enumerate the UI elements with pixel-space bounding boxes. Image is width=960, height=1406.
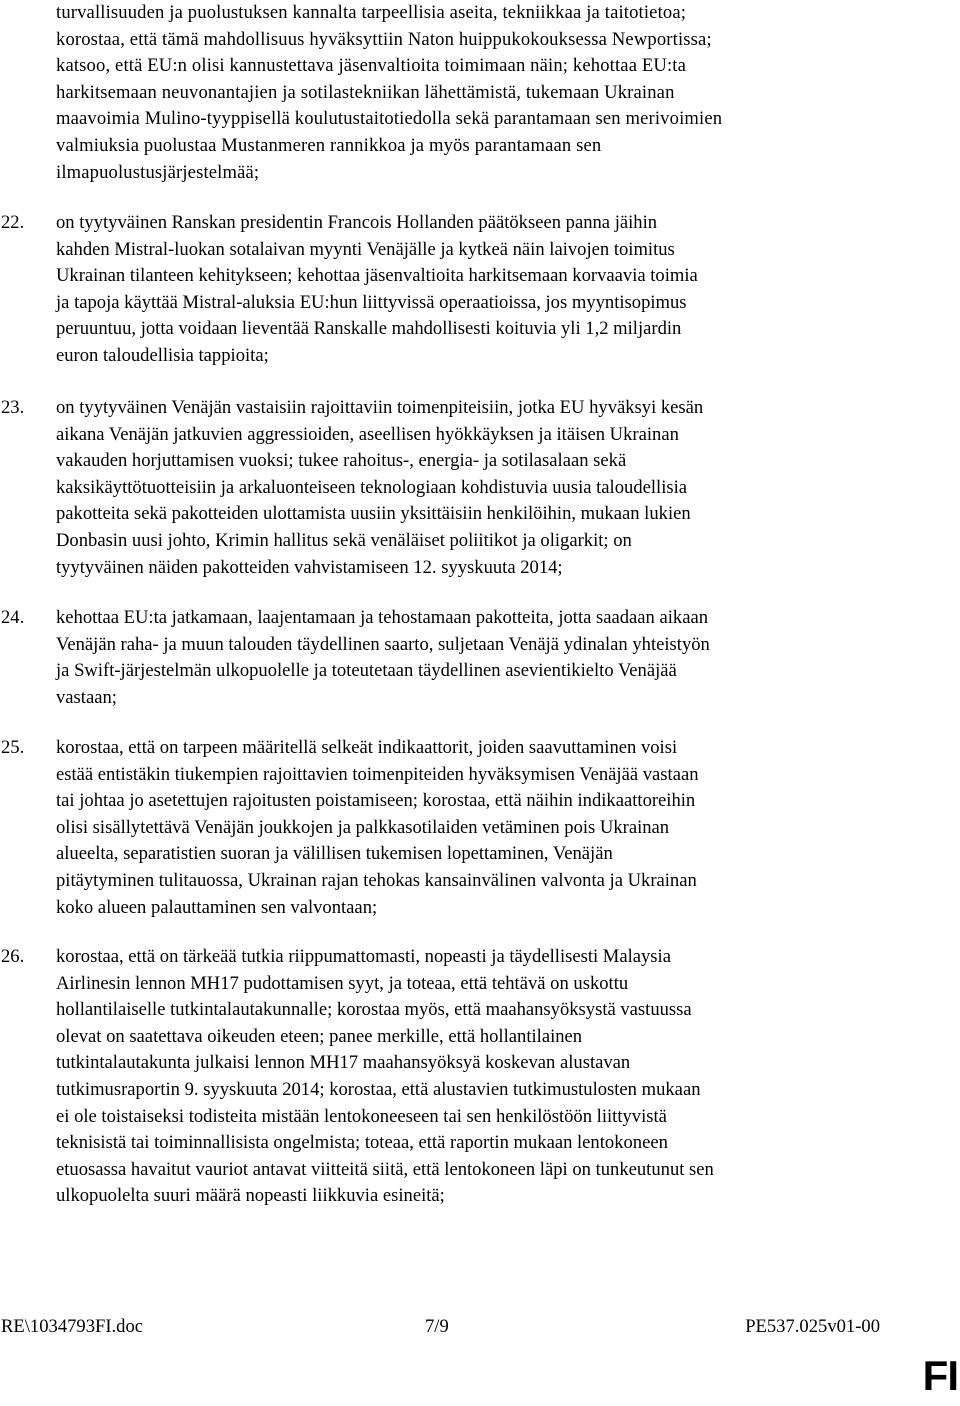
text-line: pitäytyminen tulitauossa, Ukrainan rajan tehokas kansainvälinen valvonta ja Ukrainan [56,869,697,891]
text-line: harkitsemaan neuvonantajien ja sotilastekniikan lähettämistä, tukemaan Ukrainan [56,81,675,103]
text-line: vakauden horjuttamisen vuoksi; tukee rahoitus-, energia- ja sotilasalaan sekä [56,450,627,472]
document-version: PE537.025v01-00 [745,1316,880,1337]
paragraph-text [56,605,886,711]
text-line: korostaa, että on tärkeää tutkia riippumattomasti, nopeasti ja täydellisesti Malaysia [56,946,671,967]
text-line: tai johtaa jo asetettujen rajoitusten poistamiseen; korostaa, että näihin indikaattoreihin [56,790,696,812]
paragraph-number: 24. [1,607,25,628]
text-line: ilmapuolustusjärjestelmää; [56,161,260,183]
text-line: ja tapoja käyttää Mistral-aluksia EU:hun liittyvissä operaatioissa, jos myyntisopimus [56,291,687,313]
text-line: kaksikäyttötuotteisiin ja arkaluonteiseen teknologiaan kohdistuvia uusia taloudellisia [56,476,688,498]
text-line: tutkimusraportin 9. syyskuuta 2014; korostaa, että alustavien tutkimustulosten mukaan [56,1078,701,1100]
text-line: euron taloudellisia tappioita; [56,344,269,366]
text-line: korostaa, että tämä mahdollisuus hyväksyttiin Naton huippukokouksessa Newportissa; [56,28,712,50]
text-line: peruuntuu, jotta voidaan lieventää Ranskalle mahdollisesti koituvia yli 1,2 miljardin [56,318,682,340]
text-line: tutkintalautakunta julkaisi lennon MH17 maahansyöksyä koskevan alustavan [56,1052,631,1074]
numbered-paragraph-25 [0,735,900,921]
text-line: pakotteita sekä pakotteiden ulottamista uusiin yksittäisiin henkilöihin, mukaan lukien [56,503,691,525]
page-footer [0,1314,960,1340]
text-line: teknisistä tai toiminnallisista ongelmista; toteaa, että raportin mukaan lentokoneen [56,1132,668,1154]
text-line: alueelta, separatistien suoran ja välillisen tukemisen lopettaminen, Venäjän [56,843,613,865]
text-line: tyytyväinen näiden pakotteiden vahvistamiseen 12. syyskuuta 2014; [56,556,563,578]
paragraph-number: 26. [1,946,25,967]
text-line: etuosassa havaitut vauriot antavat viitteitä siitä, että lentokoneen läpi on tunkeutunut sen [56,1158,714,1180]
text-line: vastaan; [56,686,117,708]
text-line: on tyytyväinen Venäjän vastaisiin rajoittaviin toimenpiteisiin, jotka EU hyväksyi kesän [56,397,704,418]
text-line: Donbasin uusi johto, Krimin hallitus sekä venäläiset poliitikot ja oligarkit; on [56,529,632,551]
text-line: Venäjän raha- ja muun talouden täydellinen saarto, suljetaan Venäjä ydinalan yhteistyön [56,633,710,655]
text-line: estää entistäkin tiukempien rajoittavien toimenpiteiden hyväksymisen Venäjää vastaan [56,763,699,785]
numbered-paragraph-22 [0,210,900,370]
text-line: turvallisuuden ja puolustuksen kannalta tarpeellisia aseita, tekniikkaa ja taitotietoa; [56,2,687,23]
text-line: on tyytyväinen Ranskan presidentin Francois Hollanden päätökseen panna jäihin [56,212,658,233]
text-line: Ukrainan tilanteen kehitykseen; kehottaa jäsenvaltioita harkitsemaan korvaavia toimia [56,265,698,287]
text-line: ulkopuolelta suuri määrä nopeasti liikkuvia esineitä; [56,1185,445,1207]
text-line: ja Swift-järjestelmän ulkopuolelle ja toteutetaan täydellinen asevientikielto Venäjää [56,660,677,682]
language-code: FI [922,1352,958,1399]
text-line: Airlinesin lennon MH17 pudottamisen syyt, ja toteaa, että tehtävä on uskottu [56,972,629,994]
paragraph-text [56,395,886,581]
text-line: olisi sisällytettävä Venäjän joukkojen ja palkkasotilaiden vetäminen pois Ukrainan [56,816,670,838]
paragraph-number: 23. [1,397,25,418]
text-line: olevat on saatettava oikeuden eteen; panee merkille, että hollantilainen [56,1025,583,1047]
text-line: katsoo, että EU:n olisi kannustettava jäsenvaltioita toimimaan näin; kehottaa EU:ta [56,55,687,77]
page-number: 7/9 [425,1316,449,1337]
paragraph-number: 22. [1,212,25,233]
paragraph-text [56,944,886,1210]
document-reference: RE\1034793FI.doc [1,1316,144,1337]
text-line: kahden Mistral-luokan sotalaivan myynti Venäjälle ja kytkeä näin laivojen toimitus [56,238,675,260]
text-line: koko alueen palauttaminen sen valvontaan; [56,896,378,918]
numbered-paragraph-26 [0,944,900,1210]
paragraph-text [56,210,886,370]
numbered-paragraph-24 [0,605,900,711]
continued-paragraph [56,0,886,186]
numbered-paragraph-23 [0,395,900,581]
text-line: maavoimia Mulino-tyyppisellä koulutustaitotiedolla sekä parantamaan sen merivoimien [56,108,723,130]
paragraph-text [56,735,886,921]
text-line: kehottaa EU:ta jatkamaan, laajentamaan ja tehostamaan pakotteita, jotta saadaan aikaan [56,607,709,628]
text-line: ei ole toistaiseksi todisteita mistään lentokoneeseen tai sen henkilöstöön liittyvistä [56,1105,667,1127]
paragraph-number: 25. [1,737,25,758]
text-line: korostaa, että on tarpeen määritellä selkeät indikaattorit, joiden saavuttaminen voisi [56,737,678,758]
text-line: valmiuksia puolustaa Mustanmeren rannikkoa ja myös parantamaan sen [56,134,602,156]
text-line: aikana Venäjän jatkuvien aggressioiden, aseellisen hyökkäyksen ja itäisen Ukrainan [56,423,679,445]
text-line: hollantilaiselle tutkintalautakunnalle; korostaa myös, että maahansyöksystä vastuussa [56,999,692,1021]
